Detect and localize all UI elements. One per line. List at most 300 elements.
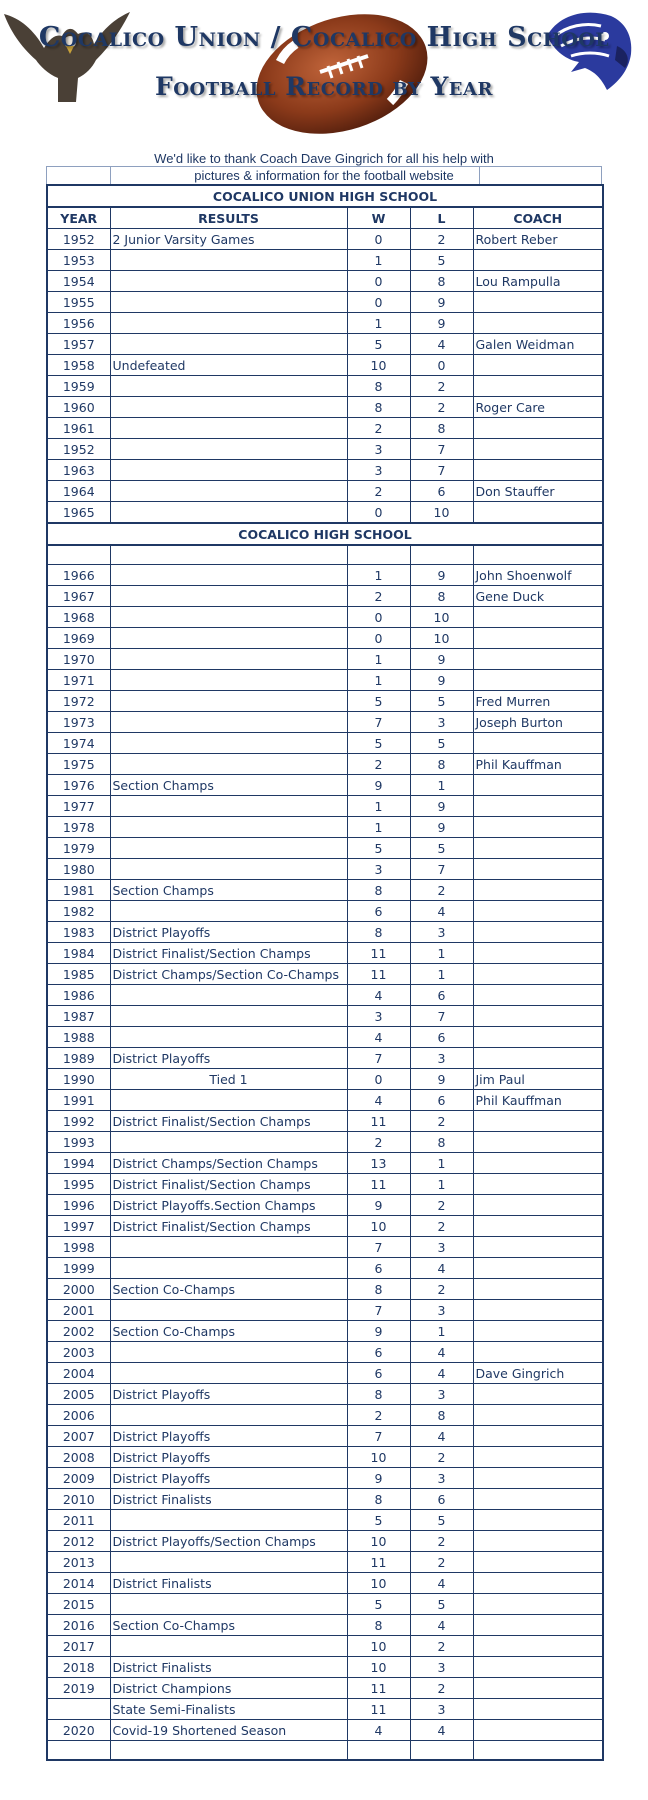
results-cell: District Playoffs.Section Champs (110, 1195, 347, 1216)
wins-cell: 5 (347, 334, 410, 355)
losses-cell: 5 (410, 733, 473, 754)
results-cell (110, 292, 347, 313)
losses-cell: 3 (410, 1300, 473, 1321)
wins-cell: 11 (347, 1552, 410, 1573)
year-cell: 2009 (47, 1468, 110, 1489)
wins-cell: 2 (347, 754, 410, 775)
losses-cell: 6 (410, 1027, 473, 1048)
wins-cell: 3 (347, 859, 410, 880)
year-cell: 1992 (47, 1111, 110, 1132)
coach-cell (473, 1279, 603, 1300)
table-row (47, 754, 603, 775)
results-cell: District Finalists (110, 1573, 347, 1594)
losses-cell: 2 (410, 1531, 473, 1552)
results-cell: District Playoffs (110, 1426, 347, 1447)
section-heading-union (47, 185, 603, 207)
year-cell: 2003 (47, 1342, 110, 1363)
table-row (47, 1573, 603, 1594)
blank-cell (473, 545, 603, 565)
losses-cell: 4 (410, 1426, 473, 1447)
page-header (0, 0, 648, 140)
losses-cell: 9 (410, 313, 473, 334)
section-title: COCALICO HIGH SCHOOL (47, 523, 603, 545)
wins-cell: 0 (347, 271, 410, 292)
blank-cell (410, 545, 473, 565)
year-cell: 1967 (47, 586, 110, 607)
results-cell (110, 565, 347, 586)
wins-cell: 6 (347, 1258, 410, 1279)
table-row (47, 649, 603, 670)
table-row (47, 1447, 603, 1468)
losses-cell: 3 (410, 922, 473, 943)
wins-cell: 4 (347, 1720, 410, 1741)
results-cell (110, 418, 347, 439)
coach-cell: Don Stauffer (473, 481, 603, 502)
results-cell (110, 817, 347, 838)
losses-cell: 6 (410, 1090, 473, 1111)
section-title: COCALICO UNION HIGH SCHOOL (47, 185, 603, 207)
losses-cell: 10 (410, 502, 473, 524)
results-cell (110, 1132, 347, 1153)
coach-cell (473, 1678, 603, 1699)
table-row (47, 670, 603, 691)
wins-cell: 1 (347, 796, 410, 817)
wins-cell: 8 (347, 1489, 410, 1510)
results-cell (110, 586, 347, 607)
wins-cell: 0 (347, 292, 410, 313)
page-title: Cocalico Union / Cocalico High School (38, 22, 610, 53)
wins-cell: 4 (347, 985, 410, 1006)
results-cell: District Playoffs (110, 1447, 347, 1468)
losses-cell: 9 (410, 565, 473, 586)
table-row (47, 796, 603, 817)
table-row (47, 1489, 603, 1510)
table-row (47, 1069, 603, 1090)
table-row (47, 1720, 603, 1741)
coach-cell: Dave Gingrich (473, 1363, 603, 1384)
table-row (47, 1384, 603, 1405)
results-cell: District Playoffs/Section Champs (110, 1531, 347, 1552)
coach-cell (473, 1258, 603, 1279)
results-cell (110, 271, 347, 292)
wins-cell: 4 (347, 1090, 410, 1111)
losses-cell: 1 (410, 943, 473, 964)
year-cell: 2020 (47, 1720, 110, 1741)
wins-cell: 5 (347, 1510, 410, 1531)
year-cell: 1982 (47, 901, 110, 922)
year-cell: 1971 (47, 670, 110, 691)
coach-cell: Gene Duck (473, 586, 603, 607)
table-row (47, 817, 603, 838)
wins-cell: 9 (347, 1321, 410, 1342)
col-header-year: YEAR (47, 207, 110, 229)
results-cell (110, 733, 347, 754)
table-row (47, 334, 603, 355)
table-row (47, 502, 603, 524)
coach-cell (473, 313, 603, 334)
year-cell: 2002 (47, 1321, 110, 1342)
year-cell: 1975 (47, 754, 110, 775)
results-cell (110, 1552, 347, 1573)
results-cell: Section Champs (110, 775, 347, 796)
wins-cell: 2 (347, 1132, 410, 1153)
losses-cell: 5 (410, 250, 473, 271)
year-cell: 2019 (47, 1678, 110, 1699)
results-cell (110, 250, 347, 271)
year-cell: 1963 (47, 460, 110, 481)
coach-cell (473, 817, 603, 838)
year-cell: 1955 (47, 292, 110, 313)
losses-cell: 10 (410, 607, 473, 628)
losses-cell: 3 (410, 1699, 473, 1720)
coach-cell (473, 1237, 603, 1258)
losses-cell: 2 (410, 1279, 473, 1300)
losses-cell: 10 (410, 628, 473, 649)
year-cell: 1978 (47, 817, 110, 838)
coach-cell (473, 1006, 603, 1027)
blank-row (47, 545, 603, 565)
coach-cell: Roger Care (473, 397, 603, 418)
year-cell: 2017 (47, 1636, 110, 1657)
results-cell (110, 334, 347, 355)
losses-cell: 3 (410, 1237, 473, 1258)
wins-cell: 1 (347, 817, 410, 838)
coach-cell (473, 649, 603, 670)
table-row (47, 607, 603, 628)
results-cell (110, 502, 347, 524)
table-row (47, 229, 603, 250)
coach-cell: Robert Reber (473, 229, 603, 250)
losses-cell: 8 (410, 1405, 473, 1426)
year-cell: 1957 (47, 334, 110, 355)
losses-cell: 4 (410, 1720, 473, 1741)
results-cell (110, 628, 347, 649)
coach-cell (473, 943, 603, 964)
losses-cell: 0 (410, 355, 473, 376)
wins-cell: 3 (347, 1006, 410, 1027)
year-cell: 2006 (47, 1405, 110, 1426)
wins-cell: 10 (347, 1657, 410, 1678)
year-cell: 1987 (47, 1006, 110, 1027)
col-header-wins: W (347, 207, 410, 229)
losses-cell: 8 (410, 418, 473, 439)
results-cell (110, 712, 347, 733)
coach-cell (473, 1426, 603, 1447)
table-row (47, 964, 603, 985)
results-cell (110, 1027, 347, 1048)
wins-cell: 7 (347, 1300, 410, 1321)
coach-cell (473, 670, 603, 691)
thanks-line-2: pictures & information for the football website (194, 168, 454, 183)
losses-cell: 3 (410, 1468, 473, 1489)
table-row (47, 880, 603, 901)
results-cell: District Finalists (110, 1489, 347, 1510)
losses-cell: 1 (410, 1174, 473, 1195)
results-cell (110, 1636, 347, 1657)
results-cell: District Champions (110, 1678, 347, 1699)
losses-cell: 9 (410, 292, 473, 313)
table-row (47, 733, 603, 754)
year-cell: 2012 (47, 1531, 110, 1552)
coach-cell (473, 1510, 603, 1531)
table-row (47, 1426, 603, 1447)
thanks-row-grid (46, 166, 602, 184)
year-cell: 2000 (47, 1279, 110, 1300)
losses-cell: 7 (410, 1006, 473, 1027)
table-row (47, 1027, 603, 1048)
year-cell: 1984 (47, 943, 110, 964)
coach-cell (473, 1636, 603, 1657)
coach-cell (473, 1489, 603, 1510)
coach-cell (473, 1216, 603, 1237)
results-cell (110, 1363, 347, 1384)
blank-cell (347, 545, 410, 565)
wins-cell: 9 (347, 1468, 410, 1489)
wins-cell: 4 (347, 1027, 410, 1048)
wins-cell: 10 (347, 1531, 410, 1552)
losses-cell: 9 (410, 670, 473, 691)
coach-cell (473, 796, 603, 817)
wins-cell: 10 (347, 1573, 410, 1594)
coach-cell: Lou Rampulla (473, 271, 603, 292)
losses-cell: 2 (410, 397, 473, 418)
col-header-losses: L (410, 207, 473, 229)
year-cell: 2004 (47, 1363, 110, 1384)
table-row (47, 1300, 603, 1321)
losses-cell: 9 (410, 1069, 473, 1090)
results-cell (110, 1006, 347, 1027)
results-cell: Undefeated (110, 355, 347, 376)
table-row (47, 628, 603, 649)
wins-cell: 13 (347, 1153, 410, 1174)
wins-cell: 1 (347, 565, 410, 586)
losses-cell: 2 (410, 376, 473, 397)
page-subtitle: Football Record by Year (155, 72, 493, 101)
losses-cell: 8 (410, 754, 473, 775)
year-cell: 1985 (47, 964, 110, 985)
wins-cell: 0 (347, 1069, 410, 1090)
blank-cell (110, 1741, 347, 1761)
coach-cell (473, 964, 603, 985)
losses-cell: 5 (410, 1594, 473, 1615)
wins-cell: 1 (347, 649, 410, 670)
losses-cell: 4 (410, 1615, 473, 1636)
losses-cell: 2 (410, 229, 473, 250)
coach-cell (473, 1657, 603, 1678)
wins-cell: 9 (347, 775, 410, 796)
results-cell (110, 1090, 347, 1111)
losses-cell: 8 (410, 586, 473, 607)
year-cell: 1952 (47, 229, 110, 250)
wins-cell: 8 (347, 922, 410, 943)
wins-cell: 2 (347, 1405, 410, 1426)
results-cell: Section Co-Champs (110, 1321, 347, 1342)
table-row (47, 922, 603, 943)
losses-cell: 3 (410, 1048, 473, 1069)
coach-cell (473, 1300, 603, 1321)
coach-cell (473, 1195, 603, 1216)
coach-cell (473, 1153, 603, 1174)
table-row (47, 586, 603, 607)
results-cell: District Playoffs (110, 922, 347, 943)
coach-cell (473, 1615, 603, 1636)
year-cell: 1991 (47, 1090, 110, 1111)
coach-cell: Jim Paul (473, 1069, 603, 1090)
year-cell: 1956 (47, 313, 110, 334)
losses-cell: 4 (410, 334, 473, 355)
section-heading-high-school (47, 523, 603, 545)
wins-cell: 8 (347, 1384, 410, 1405)
table-row (47, 1216, 603, 1237)
coach-cell (473, 607, 603, 628)
table-row (47, 292, 603, 313)
wins-cell: 11 (347, 964, 410, 985)
coach-cell (473, 439, 603, 460)
wins-cell: 10 (347, 355, 410, 376)
results-cell (110, 691, 347, 712)
coach-cell (473, 1048, 603, 1069)
year-cell: 2010 (47, 1489, 110, 1510)
results-cell: Section Co-Champs (110, 1279, 347, 1300)
wins-cell: 10 (347, 1447, 410, 1468)
losses-cell: 3 (410, 1657, 473, 1678)
results-cell (110, 1342, 347, 1363)
table-row (47, 1132, 603, 1153)
results-cell (110, 1258, 347, 1279)
coach-cell (473, 1447, 603, 1468)
losses-cell: 4 (410, 901, 473, 922)
coach-cell: Phil Kauffman (473, 1090, 603, 1111)
table-row (47, 712, 603, 733)
wins-cell: 6 (347, 1342, 410, 1363)
blank-row (47, 1741, 603, 1761)
table-row (47, 1279, 603, 1300)
year-cell: 1996 (47, 1195, 110, 1216)
wins-cell: 6 (347, 901, 410, 922)
results-cell: Tied 1 (110, 1069, 347, 1090)
coach-cell: Joseph Burton (473, 712, 603, 733)
wins-cell: 5 (347, 1594, 410, 1615)
table-row (47, 313, 603, 334)
table-row (47, 376, 603, 397)
blank-cell (410, 1741, 473, 1761)
blank-cell (47, 545, 110, 565)
table-row (47, 439, 603, 460)
results-cell: District Finalist/Section Champs (110, 943, 347, 964)
table-row (47, 1615, 603, 1636)
losses-cell: 9 (410, 817, 473, 838)
year-cell: 1968 (47, 607, 110, 628)
losses-cell: 7 (410, 439, 473, 460)
table-row (47, 1111, 603, 1132)
results-cell: Covid-19 Shortened Season (110, 1720, 347, 1741)
wins-cell: 1 (347, 250, 410, 271)
coach-cell (473, 859, 603, 880)
table-row (47, 1342, 603, 1363)
year-cell: 1974 (47, 733, 110, 754)
coach-cell (473, 460, 603, 481)
coach-cell (473, 1405, 603, 1426)
year-cell: 1998 (47, 1237, 110, 1258)
coach-cell (473, 922, 603, 943)
coach-cell (473, 880, 603, 901)
blank-cell (110, 545, 347, 565)
coach-cell: Phil Kauffman (473, 754, 603, 775)
losses-cell: 2 (410, 1447, 473, 1468)
results-cell: District Finalist/Section Champs (110, 1216, 347, 1237)
results-cell (110, 313, 347, 334)
table-row (47, 1699, 603, 1720)
year-cell: 1997 (47, 1216, 110, 1237)
table-row (47, 691, 603, 712)
losses-cell: 3 (410, 712, 473, 733)
losses-cell: 2 (410, 1216, 473, 1237)
wins-cell: 7 (347, 712, 410, 733)
coach-cell (473, 901, 603, 922)
table-row (47, 1468, 603, 1489)
coach-cell (473, 628, 603, 649)
coach-cell (473, 1720, 603, 1741)
coach-cell (473, 1174, 603, 1195)
coach-cell (473, 292, 603, 313)
year-cell: 2007 (47, 1426, 110, 1447)
year-cell (47, 1699, 110, 1720)
year-cell: 1952 (47, 439, 110, 460)
losses-cell: 6 (410, 481, 473, 502)
coach-cell (473, 1111, 603, 1132)
wins-cell: 3 (347, 460, 410, 481)
losses-cell: 4 (410, 1573, 473, 1594)
coach-cell (473, 250, 603, 271)
coach-cell (473, 1531, 603, 1552)
coach-cell (473, 775, 603, 796)
results-cell: District Finalists (110, 1657, 347, 1678)
table-row (47, 1258, 603, 1279)
year-cell: 1958 (47, 355, 110, 376)
losses-cell: 2 (410, 1111, 473, 1132)
results-cell (110, 439, 347, 460)
wins-cell: 1 (347, 670, 410, 691)
wins-cell: 0 (347, 229, 410, 250)
losses-cell: 3 (410, 1384, 473, 1405)
coach-cell: John Shoenwolf (473, 565, 603, 586)
year-cell: 1986 (47, 985, 110, 1006)
losses-cell: 5 (410, 1510, 473, 1531)
losses-cell: 1 (410, 1153, 473, 1174)
table-row (47, 901, 603, 922)
losses-cell: 2 (410, 1552, 473, 1573)
coach-cell (473, 1573, 603, 1594)
results-cell (110, 1405, 347, 1426)
table-row (47, 1594, 603, 1615)
year-cell: 1954 (47, 271, 110, 292)
year-cell: 1961 (47, 418, 110, 439)
table-row (47, 1552, 603, 1573)
wins-cell: 11 (347, 1699, 410, 1720)
table-row (47, 250, 603, 271)
thanks-line-1: We'd like to thank Coach Dave Gingrich for all his help with (154, 151, 494, 166)
losses-cell: 8 (410, 271, 473, 292)
results-cell (110, 859, 347, 880)
results-cell (110, 670, 347, 691)
losses-cell: 6 (410, 1489, 473, 1510)
wins-cell: 8 (347, 1279, 410, 1300)
results-cell: Section Champs (110, 880, 347, 901)
results-cell (110, 1510, 347, 1531)
year-cell: 1990 (47, 1069, 110, 1090)
blank-cell (347, 1741, 410, 1761)
year-cell: 1983 (47, 922, 110, 943)
